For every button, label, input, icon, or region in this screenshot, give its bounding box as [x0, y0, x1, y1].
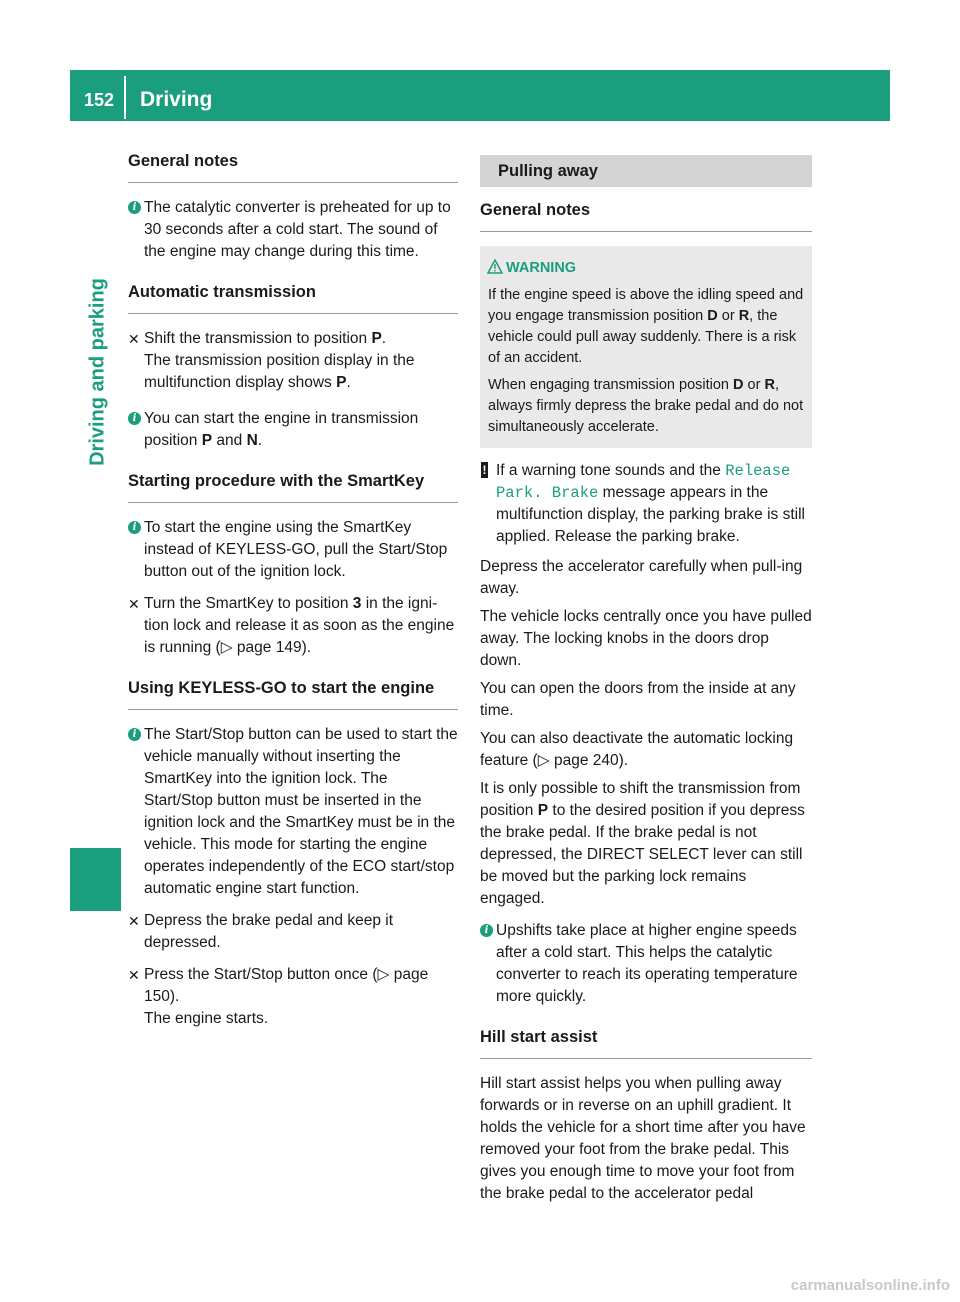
- page-ref-arrow-icon: ▷: [220, 639, 233, 656]
- step-arrow-icon: ✕: [128, 596, 140, 612]
- step-result: The engine starts.: [144, 1010, 269, 1027]
- automatic-heading: Automatic transmission: [128, 281, 458, 314]
- caution-text: If a warning tone sounds and the Release Park. Brake message appears in the multifunction display, the parking brake is still applied. Release the parking brake.: [496, 462, 805, 545]
- warning-triangle-icon: [487, 259, 503, 274]
- step-arrow-icon: ✕: [128, 913, 140, 929]
- side-tab-label: [83, 252, 113, 492]
- step-result: The transmission position display in the multifunction display shows P.: [144, 352, 415, 391]
- warning-box: [480, 246, 812, 448]
- info-text: The Start/Stop button can be used to start the vehicle manually without inserting the SmartKey into the ignition lock. The Start/Stop button must be inserted in the ignition lock and the SmartKey must be in the vehicle. This mode for starting the engine operates independently of the ECO start/stop automatic engine start function.: [144, 726, 458, 897]
- chapter-title: Driving: [140, 88, 213, 111]
- step-item: [128, 593, 458, 659]
- general-notes-heading: General notes: [480, 199, 812, 232]
- step-text: Shift the transmission to position P.: [144, 330, 387, 347]
- warning-title: WARNING: [506, 258, 804, 279]
- info-icon: i: [128, 728, 141, 741]
- info-note: [128, 517, 458, 583]
- info-note: [128, 724, 458, 900]
- info-text: To start the engine using the SmartKey instead of KEYLESS-GO, pull the Start/Stop button out of the ignition lock.: [144, 519, 448, 580]
- warning-text: When engaging transmission position D or R, always firmly depress the brake pedal and do not simultaneously accelerate.: [488, 377, 804, 435]
- page-number: 152: [84, 90, 115, 110]
- info-text: You can start the engine in transmission position P and N.: [144, 410, 419, 449]
- page-ref-arrow-icon: ▷: [377, 966, 390, 983]
- step-text: Depress the brake pedal and keep it depressed.: [144, 912, 394, 951]
- page-ref-arrow-icon: ▷: [537, 752, 550, 769]
- info-note: [480, 920, 812, 1008]
- warning-text: If the engine speed is above the idling speed and you engage transmission position D or R, the vehicle could pull away suddenly. There is a risk of an accident.: [488, 287, 804, 366]
- general-notes-heading: General notes: [128, 150, 458, 183]
- header-divider: [124, 76, 126, 119]
- body-paragraph: Depress the accelerator carefully when pull-ing away.: [480, 558, 803, 597]
- info-icon: i: [128, 521, 141, 534]
- info-icon: i: [128, 412, 141, 425]
- footer-watermark: carmanualsonline.info: [790, 1277, 950, 1294]
- info-note: [128, 408, 458, 452]
- info-text: The catalytic converter is preheated for up to 30 seconds after a cold start. The sound of the engine may change during this time.: [144, 199, 451, 260]
- hill-start-heading: Hill start assist: [480, 1026, 812, 1059]
- step-text: Turn the SmartKey to position 3 in the igni-tion lock and release it as soon as the engine is running (▷ page 149).: [144, 595, 455, 656]
- step-text: Press the Start/Stop button once (▷ page 150).: [144, 966, 429, 1005]
- info-icon: i: [128, 201, 141, 214]
- info-note: [128, 197, 458, 263]
- display-message: Release Park. Brake: [496, 462, 791, 502]
- body-paragraph: Hill start assist helps you when pulling away forwards or in reverse on an uphill gradient. It holds the vehicle for a short time after you have removed your foot from the brake pedal. This gives you enough time to move your foot from the brake pedal to the accelerator pedal: [480, 1075, 806, 1202]
- left-column: [128, 150, 458, 1030]
- step-arrow-icon: ✕: [128, 331, 140, 347]
- keyless-heading: Using KEYLESS-GO to start the engine: [128, 677, 458, 710]
- step-item: [128, 910, 458, 954]
- info-icon: i: [480, 924, 493, 937]
- side-tab-marker: [70, 848, 121, 911]
- step-item: [128, 328, 458, 394]
- info-text: Upshifts take place at higher engine speeds after a cold start. This helps the catalytic converter to reach its operating temperature more quickly.: [496, 922, 798, 1005]
- body-paragraph: The vehicle locks centrally once you have pulled away. The locking knobs in the doors drop down.: [480, 608, 812, 669]
- body-paragraph: It is only possible to shift the transmission from position P to the desired position if you depress the brake pedal. If the brake pedal is not depressed, the DIRECT SELECT lever can still be moved but the parking lock remains engaged.: [480, 780, 805, 907]
- caution-note: [480, 460, 812, 548]
- body-paragraph: You can open the doors from the inside at any time.: [480, 680, 796, 719]
- body-paragraph: You can also deactivate the automatic locking feature (▷ page 240).: [480, 730, 794, 769]
- step-item: [128, 964, 458, 1030]
- exclamation-icon: !: [482, 463, 487, 477]
- right-column: [480, 150, 812, 1205]
- step-arrow-icon: ✕: [128, 967, 140, 983]
- side-tab-text: Driving and parking: [86, 278, 109, 466]
- section-title-bar: Pulling away: [480, 155, 812, 187]
- smartkey-heading: Starting procedure with the SmartKey: [128, 470, 458, 503]
